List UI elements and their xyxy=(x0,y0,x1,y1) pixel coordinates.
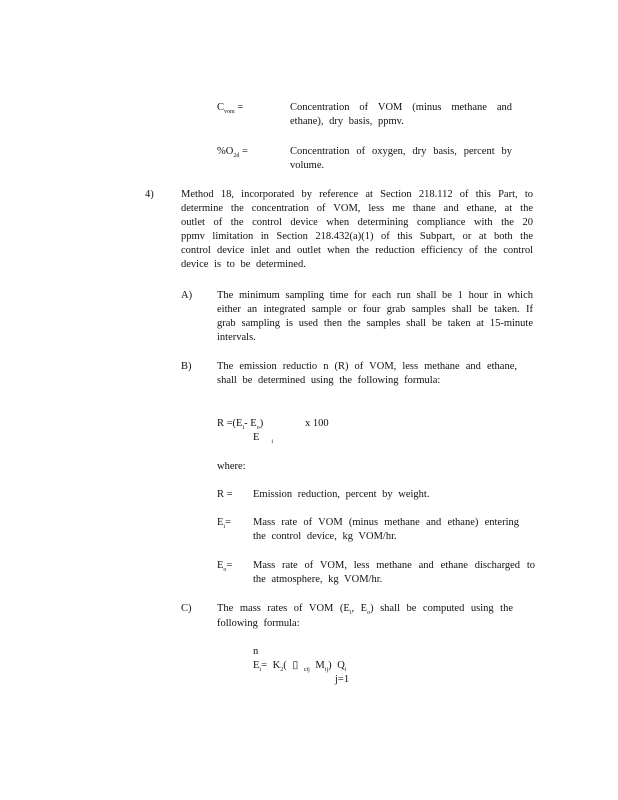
item-4-number: 4) xyxy=(145,189,154,200)
where-label: where: xyxy=(217,461,246,472)
item-a-text: The minimum sampling time for each run shall be 1 hour in which either an integrated sample or four grab samples shall be taken. If grab sampling is used then the samples shall be taken at 15-minute intervals. xyxy=(217,290,533,343)
where-r-symbol: R = xyxy=(217,489,233,500)
where-ei-symbol: $E_i=$ xyxy=(217,517,232,530)
item-c-letter: C) xyxy=(181,603,192,614)
where-eo-symbol: $E_o=$ xyxy=(217,560,233,573)
formula-reduction: $R =(E_i-$ $E_o$) xyxy=(217,418,264,431)
def-cvom-text: Concentration of VOM (minus methane and ethane), dry basis, ppmv. xyxy=(290,102,512,127)
where-ei-text: Mass rate of VOM (minus methane and ethane) entering the control device, kg VOM/hr. xyxy=(253,517,519,542)
def-o2d-symbol: $\%O_{2d}$ = xyxy=(217,146,248,159)
def-o2d-text: Concentration of oxygen, dry basis, percent by volume. xyxy=(290,146,512,171)
formula-sum-lower: j=1 xyxy=(335,674,350,685)
formula-times-100: x 100 xyxy=(305,418,329,429)
def-cvom-symbol: $C_{vom}$ = xyxy=(217,102,244,115)
item-b-letter: B) xyxy=(181,361,192,372)
where-r-text: Emission reduction, percent by weight. xyxy=(253,489,430,500)
sigma-placeholder-icon: ▯ xyxy=(292,660,299,671)
formula-sum-upper: n xyxy=(253,646,259,657)
item-c-text: The mass rates of VOM ($E_i$, $E_o$) shall be computed using the following formula: xyxy=(217,603,513,629)
where-eo-text: Mass rate of VOM, less methane and ethane discharged to the atmosphere, kg VOM/hr. xyxy=(253,560,535,585)
formula-denominator: E $_i$ xyxy=(253,432,274,445)
item-b-text: The emission reductio n (R) of VOM, less methane and ethane, shall be determined using the following formula: xyxy=(217,361,517,386)
formula-mass-rate: $E_i= K_2$( ▯ $_{cij}$ $M_{ij}$) $Q_i$ xyxy=(253,660,347,673)
item-a-letter: A) xyxy=(181,290,193,301)
item-4-text: Method 18, incorporated by reference at Section 218.112 of this Part, to determine the concentration of VOM, less me thane and ethane, at the outlet of the control device when determining compliance with the 20 ppmv limitation in Section 218.432(a)(1) of this Subpart, or at both the control device inlet and outlet when the reduction efficiency of the control device is to be determined. xyxy=(181,189,533,270)
